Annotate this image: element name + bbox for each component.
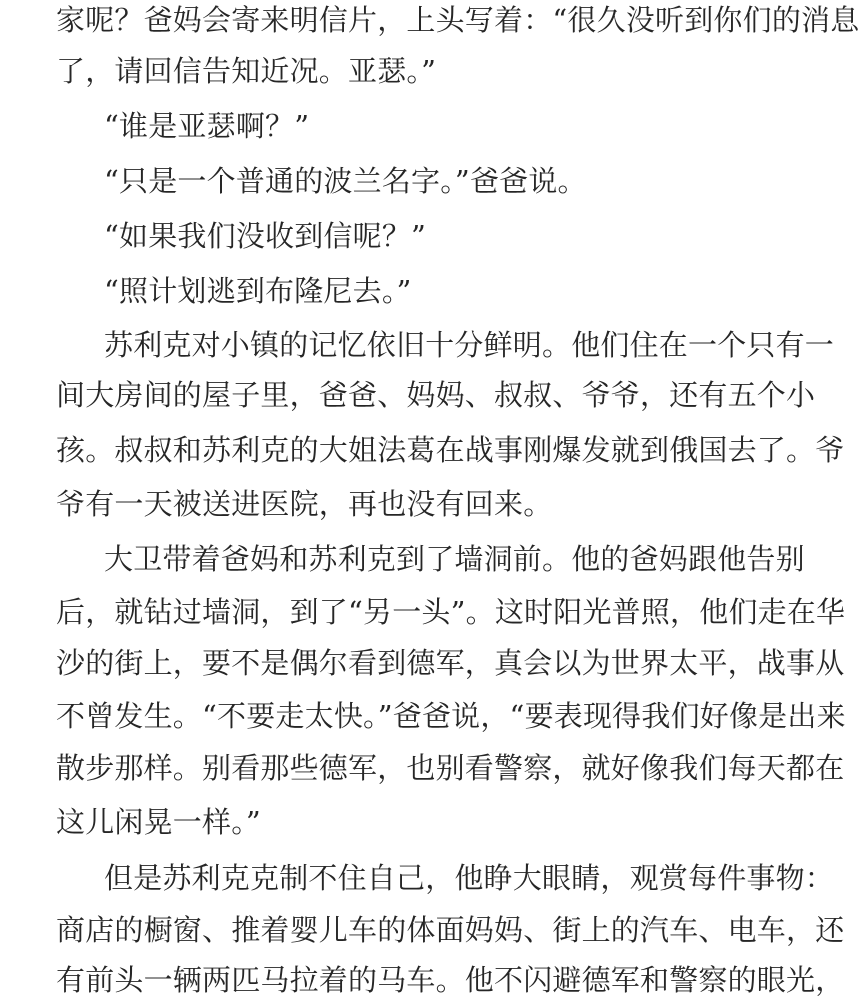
text-line: 大卫带着爸妈和苏利克到了墙洞前。他的爸妈跟他告别 [104, 542, 805, 576]
text-line: 沙的街上，要不是偶尔看到德军，真会以为世界太平，战事从 [56, 646, 845, 680]
text-line: 散步那样。别看那些德军，也别看警察，就好像我们每天都在 [56, 751, 845, 785]
text-line: 有前头一辆两匹马拉着的马车。他不闪避德军和警察的眼光， [56, 963, 845, 997]
text-line: 但是苏利克克制不住自己，他睁大眼睛，观赏每件事物： [104, 861, 835, 895]
text-line: “谁是亚瑟啊？” [104, 109, 310, 143]
text-line: 后，就钻过墙洞，到了“另一头”。这时阳光普照，他们走在华 [56, 595, 846, 629]
text-line: 爷有一天被送进医院，再也没有回来。 [56, 487, 553, 521]
text-line: 不曾发生。“不要走太快。”爸爸说，“要表现得我们好像是出来 [56, 699, 846, 733]
text-line: 间大房间的屋子里，爸爸、妈妈、叔叔、爷爷，还有五个小 [56, 378, 816, 412]
text-line: 家呢？爸妈会寄来明信片，上头写着：“很久没听到你们的消息 [56, 3, 859, 37]
text-line: 商店的橱窗、推着婴儿车的体面妈妈、街上的汽车、电车，还 [56, 913, 845, 947]
text-line: 苏利克对小镇的记忆依旧十分鲜明。他们住在一个只有一 [104, 328, 835, 362]
text-line: 孩。叔叔和苏利克的大姐法葛在战事刚爆发就到俄国去了。爷 [56, 433, 845, 467]
text-line: “只是一个普通的波兰名字。”爸爸说。 [104, 164, 587, 198]
text-line: 了，请回信告知近况。亚瑟。” [56, 54, 437, 88]
text-line: “照计划逃到布隆尼去。” [104, 274, 412, 308]
text-line: “如果我们没收到信呢？” [104, 219, 427, 253]
text-line: 这儿闲晃一样。” [56, 805, 261, 839]
